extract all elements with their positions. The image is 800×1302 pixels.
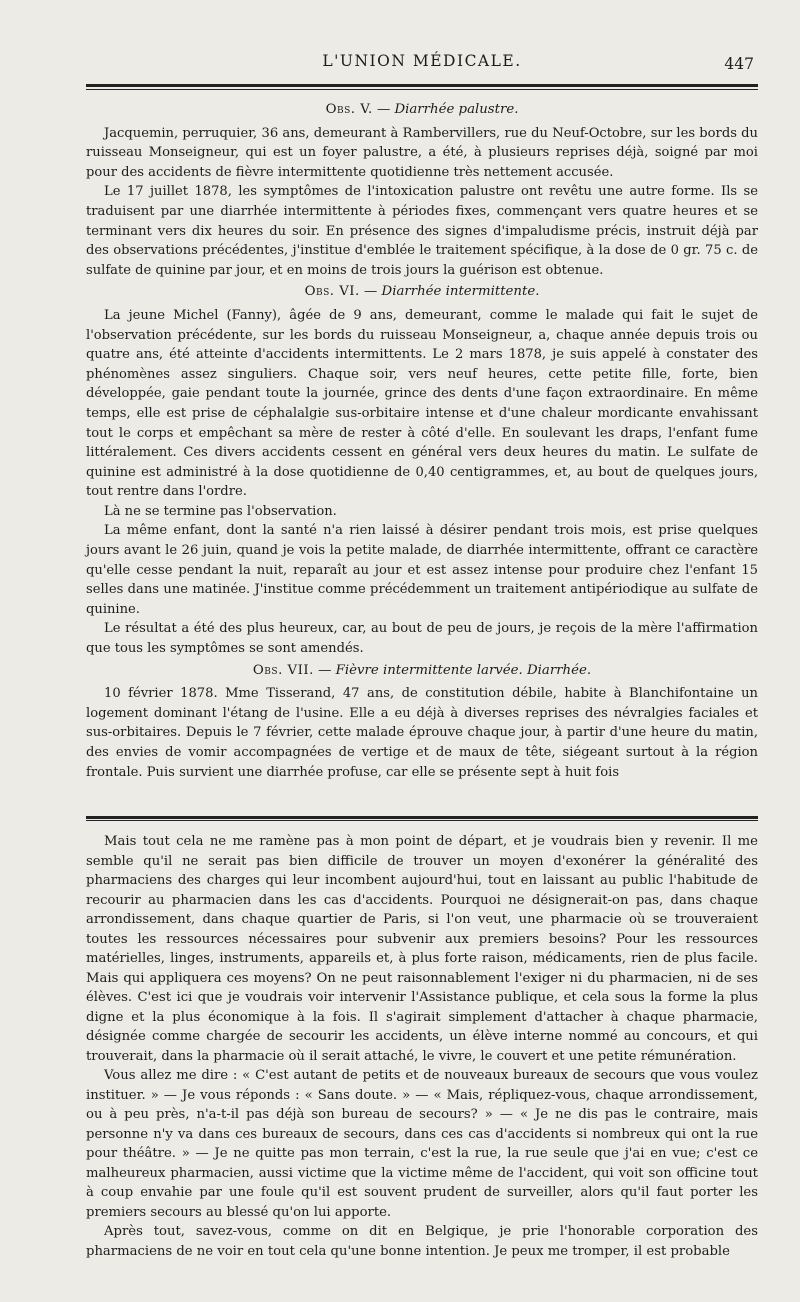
- observation-heading-7: [86, 661, 758, 681]
- page-number: 447: [724, 55, 754, 73]
- main-article: [86, 98, 758, 782]
- page-header: [86, 52, 758, 76]
- obs-label: Obs. V.: [325, 102, 373, 117]
- obs-dash: —: [376, 102, 391, 117]
- paragraph: Le résultat a été des plus heureux, car, au bout de peu de jours, je reçois de la mère l'affirmation que tous les symptômes se sont amendés.: [86, 621, 758, 657]
- paragraph: Après tout, savez-vous, comme on dit en Belgique, je prie l'honorable corporation des pharmaciens de ne voir en tout cela qu'une bonne intention. Je peux me tromper, il est probable: [86, 1224, 758, 1259]
- obs-dash: —: [364, 284, 378, 300]
- observation-heading-6: [86, 282, 758, 302]
- obs-dash: —: [318, 662, 332, 678]
- feuilleton-separator-rule: [86, 816, 758, 821]
- paragraph: 10 février 1878. Mme Tisserand, 47 ans, de constitution débile, habite à Blanchifontaine un logement dominant l'étang de l'usine. Elle a eu déjà à diverses reprises des névralgies faciales et sus-orbitaires. Depuis le 7 février, cette malade éprouve chaque jour, à partir d'une heure du matin, des envies de vomir accompagnées de vertige et de maux de tête, siégeant surtout à la région frontale. Puis survient une diarrhée profuse, car elle se présente sept à huit fois: [86, 686, 758, 780]
- paragraph: La même enfant, dont la santé n'a rien laissé à désirer pendant trois mois, est prise quelques jours avant le 26 juin, quand je vois la petite malade, de diarrhée intermittente, offrant ce caractère qu'elle cesse pendant la nuit, reparaît au jour et est assez intense pour produire chez l'enfant 15 selles dans une matinée. J'institue comme précédemment un traitement antipériodique au sulfate de quinine.: [86, 523, 758, 617]
- obs-title: Fièvre intermittente larvée. Diarrhée.: [335, 662, 592, 678]
- paragraph: Là ne se termine pas l'observation.: [104, 503, 337, 519]
- observation-heading-5: [86, 100, 758, 120]
- running-title: L'UNION MÉDICALE.: [322, 52, 522, 70]
- obs-title: Diarrhée intermittente.: [381, 284, 540, 300]
- paragraph: Jacquemin, perruquier, 36 ans, demeurant à Rambervillers, rue du Neuf-Octobre, sur les bords du ruisseau Monseigneur, qui est un foyer palustre, a été, à plusieurs reprises déjà, soigné par moi pour des accidents de fièvre intermittente quotidienne très nettement accusée.: [86, 125, 758, 180]
- paragraph: La jeune Michel (Fanny), âgée de 9 ans, demeurant, comme le malade qui fait le sujet de l'observation précédente, sur les bords du ruisseau Monseigneur, a, chaque année depuis trois ou quatre ans, été atteinte d'accidents intermittents. Le 2 mars 1878, je suis appelé à constater des phénomènes assez singuliers. Chaque soir, vers neuf heures, cette petite fille, forte, bien développée, gaie pendant toute la journée, grince des dents d'une façon extraordinaire. En même temps, elle est prise de céphalalgie sus-orbitaire intense et d'une chaleur mordicante envahissant tout le corps et empêchant sa mère de rester à côté d'elle. En soulevant les draps, l'enfant fume littéralement. Ces divers accidents cessent en général vers deux heures du matin. Le sulfate de quinine est administré à la dose quotidienne de 0,40 centigrammes, et, au bout de quelques jours, tout rentre dans l'ordre.: [86, 307, 758, 500]
- paragraph: Le 17 juillet 1878, les symptômes de l'intoxication palustre ont revêtu une autre forme. Ils se traduisent par une diarrhée intermittente à périodes fixes, commençant vers quatre heures et se terminant vers dix heures du soir. En présence des signes d'impaludisme précis, instruit déjà par des observations précédentes, j'institue d'emblée le traitement spécifique, à la dose de 0 gr. 75 c. de sulfate de quinine par jour, et en moins de trois jours la guérison est obtenue.: [86, 184, 758, 278]
- paragraph: Vous allez me dire : « C'est autant de petits et de nouveaux bureaux de secours que vous voulez instituer. » — Je vous réponds : « Sans doute. » — « Mais, répliquez-vous, chaque arrondissement, ou à peu près, n'a-t-il pas déjà son bureau de secours? » — « Je ne dis pas le contraire, mais personne n'y va dans ces bureaux de secours, dans ces cas d'accidents si nombreux qui ont la rue pour théâtre. » — Je ne quitte pas mon terrain, c'est la rue, la rue seule que j'ai en vue; c'est ce malheureux pharmacien, aussi victime que la victime même de l'accident, qui voit son officine tout à coup envahie par une foule qu'il est souvent prudent de surveiller, alors qu'il faut porter les premiers secours au blessé qu'on lui apporte.: [86, 1068, 758, 1220]
- obs-title: Diarrhée palustre.: [394, 102, 519, 117]
- header-rule: [86, 84, 758, 90]
- obs-label: Obs. VI.: [304, 284, 360, 300]
- paragraph: Mais tout cela ne me ramène pas à mon point de départ, et je voudrais bien y revenir. Il me semble qu'il ne serait pas bien difficile de trouver un moyen d'exonérer la généralité des pharmaciens des charges qui leur incombent aujourd'hui, tout en laissant au public l'habitude de recourir au pharmacien dans les cas d'accidents. Pourquoi ne désignerait-on pas, dans chaque arrondissement, dans chaque quartier de Paris, si l'on veut, une pharmacie où se trouveraient toutes les ressources nécessaires pour subvenir aux premiers besoins? Pour les ressources matérielles, linges, instruments, appareils et, à plus forte raison, médicaments, rien de plus facile. Mais qui appliquera ces moyens? On ne peut raisonnablement l'exiger ni du pharmacien, ni de ses élèves. C'est ici que je voudrais voir intervenir l'Assistance publique, et cela sous la forme la plus digne et la plus économique à la fois. Il s'agirait simplement d'attacher à chaque pharmacie, désignée comme chargée de secourir les accidents, un élève interne nommé au concours, et qui trouverait, dans la pharmacie où il serait attaché, le vivre, le couvert et une petite rémunération.: [86, 834, 758, 1064]
- feuilleton-section: [86, 832, 758, 1261]
- obs-label: Obs. VII.: [252, 662, 314, 678]
